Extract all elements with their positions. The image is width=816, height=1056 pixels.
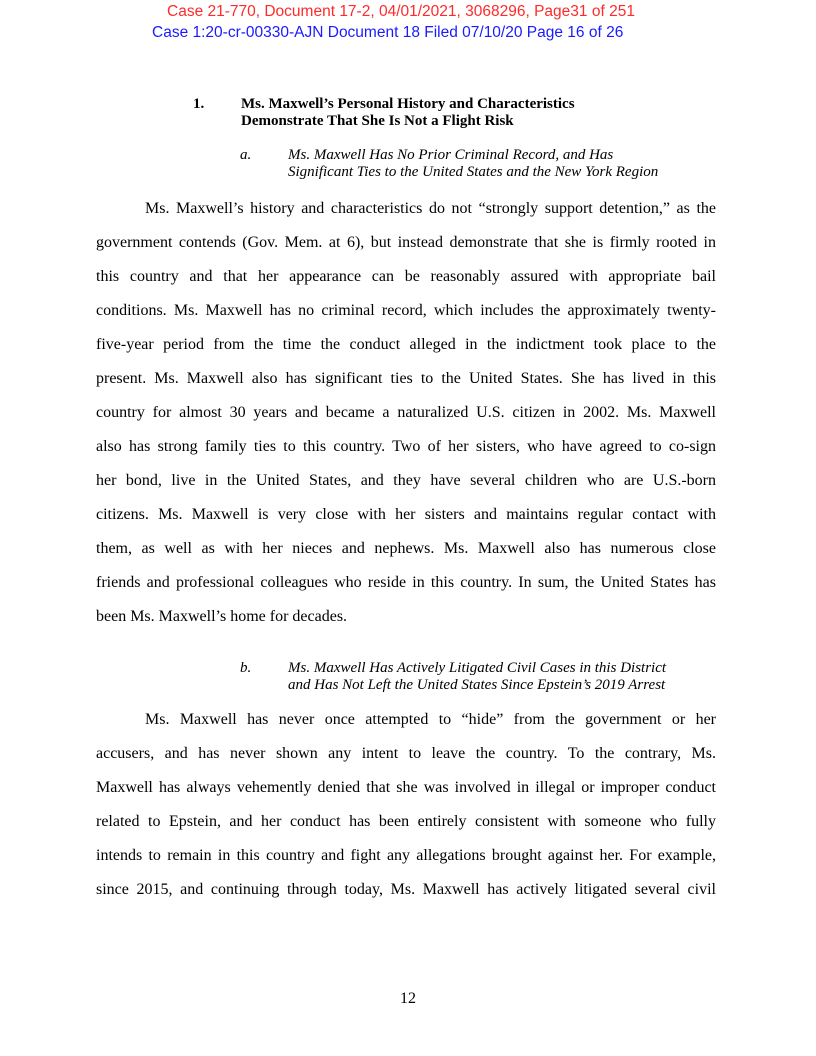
subheading-letter: a. [240, 147, 252, 163]
text-line: been Ms. Maxwell’s home for decades. [96, 608, 348, 625]
subheading-line: Ms. Maxwell Has No Prior Criminal Record, and Has [288, 147, 614, 163]
text-line: Maxwell has always vehemently denied that she was involved in illegal or improper conduct [96, 779, 716, 796]
text-line: related to Epstein, and her conduct has been entirely consistent with someone who fully [96, 813, 716, 830]
text-line: country for almost 30 years and became a naturalized U.S. citizen in 2002. Ms. Maxwell [96, 404, 716, 421]
text-line: Ms. Maxwell has never once attempted to “hide” from the government or her [145, 711, 716, 728]
text-line: friends and professional colleagues who reside in this country. In sum, the United States has [96, 574, 716, 591]
text-line: present. Ms. Maxwell also has significant ties to the United States. She has lived in this [96, 370, 716, 387]
subheading-line: Ms. Maxwell Has Actively Litigated Civil Cases in this District [288, 660, 667, 676]
subheading-letter: b. [240, 660, 252, 676]
appeal-stamp: Case 21-770, Document 17-2, 04/01/2021, 3068296, Page31 of 251 [167, 3, 635, 20]
text-line: them, as well as with her nieces and nephews. Ms. Maxwell also has numerous close [96, 540, 716, 557]
subheading-line: and Has Not Left the United States Since Epstein’s 2019 Arrest [288, 677, 666, 693]
text-line: intends to remain in this country and fight any allegations brought against her. For example, [96, 847, 716, 864]
text-line: government contends (Gov. Mem. at 6), but instead demonstrate that she is firmly rooted in [96, 234, 716, 251]
text-line: citizens. Ms. Maxwell is very close with her sisters and maintains regular contact with [96, 506, 716, 523]
text-line: Ms. Maxwell’s history and characteristics do not “strongly support detention,” as the [145, 200, 716, 217]
text-line: this country and that her appearance can be reasonably assured with appropriate bail [96, 268, 716, 285]
heading-line: Demonstrate That She Is Not a Flight Risk [241, 113, 514, 129]
text-line: five-year period from the time the conduct alleged in the indictment took place to the [96, 336, 716, 353]
page-number: 12 [400, 990, 416, 1007]
text-line: conditions. Ms. Maxwell has no criminal record, which includes the approximately twenty- [96, 302, 716, 319]
subheading-line: Significant Ties to the United States and the New York Region [288, 164, 659, 180]
heading-line: Ms. Maxwell’s Personal History and Characteristics [241, 96, 575, 112]
paragraph-2 [96, 711, 716, 915]
text-line: since 2015, and continuing through today, Ms. Maxwell has actively litigated several civil [96, 881, 716, 898]
district-stamp: Case 1:20-cr-00330-AJN Document 18 Filed 07/10/20 Page 16 of 26 [152, 24, 624, 41]
text-line: also has strong family ties to this country. Two of her sisters, who have agreed to co-sign [96, 438, 716, 455]
text-line: accusers, and has never shown any intent to leave the country. To the contrary, Ms. [96, 745, 716, 762]
paragraph-1 [96, 200, 716, 642]
heading-number: 1. [193, 96, 205, 112]
text-line: her bond, live in the United States, and they have several children who are U.S.-born [96, 472, 716, 489]
